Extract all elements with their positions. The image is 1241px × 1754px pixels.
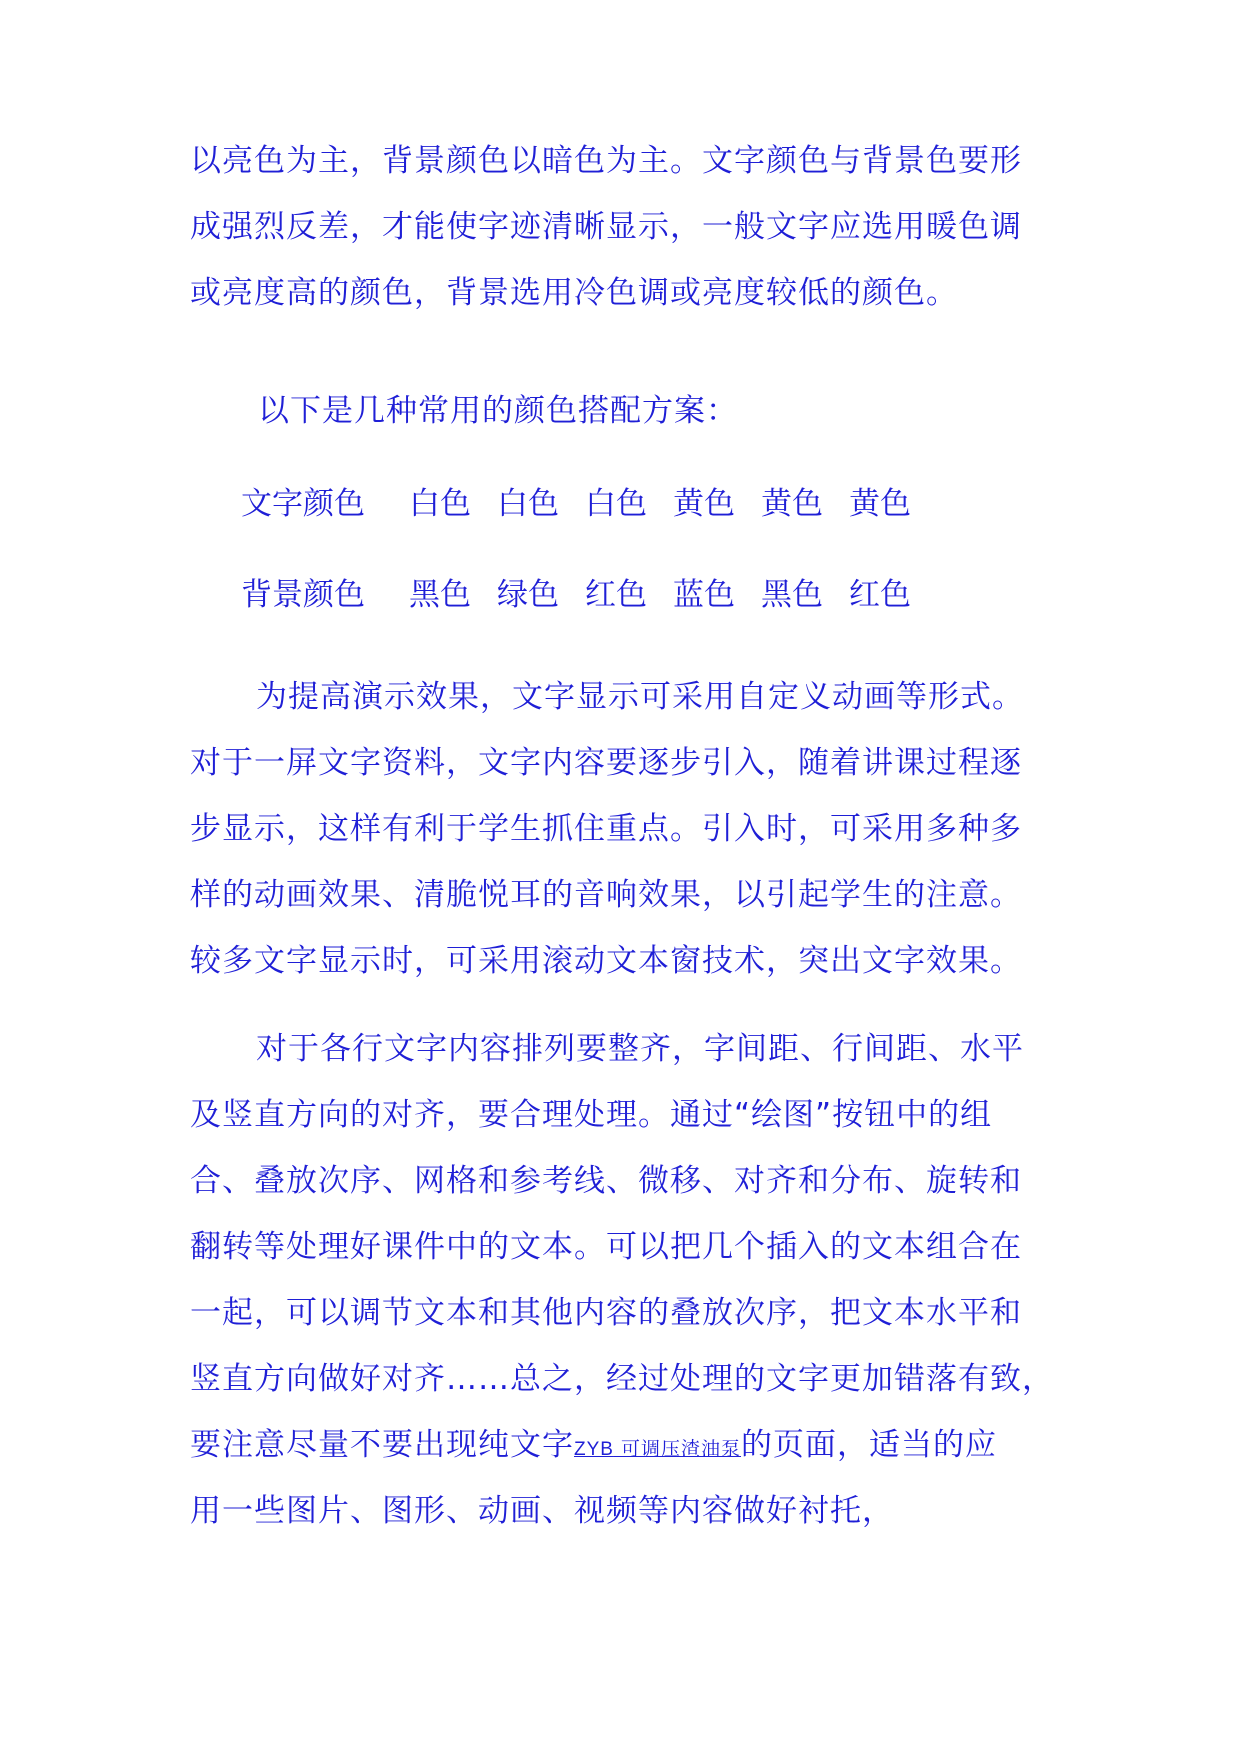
color-table-row-text <box>241 482 937 526</box>
paragraph-line <box>190 1412 1056 1478</box>
table-cell: 红色 <box>849 577 911 613</box>
table-cell: 绿色 <box>497 577 559 613</box>
paragraph-line: 用一些图片、图形、动画、视频等内容做好衬托， <box>190 1493 894 1529</box>
paragraph-line: 或亮度高的颜色，背景选用冷色调或亮度较低的颜色。 <box>190 275 958 311</box>
table-cell: 白色 <box>497 486 559 522</box>
paragraph-line: 对于一屏文字资料，文字内容要逐步引入，随着讲课过程逐 <box>190 745 1022 781</box>
table-cell: 黄色 <box>761 486 823 522</box>
paragraph-line: 以亮色为主，背景颜色以暗色为主。文字颜色与背景色要形 <box>190 143 1022 179</box>
paragraph-text: 的页面，适当的应 <box>741 1427 998 1463</box>
paragraph-line: 成强烈反差，才能使字迹清晰显示，一般文字应选用暖色调 <box>190 209 1022 245</box>
table-row-header: 背景颜色 <box>241 577 365 613</box>
paragraph-line: 较多文字显示时，可采用滚动文本窗技术，突出文字效果。 <box>190 943 1022 979</box>
paragraph-line: 步显示，这样有利于学生抓住重点。引入时，可采用多种多 <box>190 811 1022 847</box>
table-cell: 黑色 <box>409 577 471 613</box>
table-cell: 黄色 <box>673 486 735 522</box>
paragraph-line: 对于各行文字内容排列要整齐，字间距、行间距、水平 <box>256 1031 1024 1067</box>
paragraph-3 <box>190 664 1056 994</box>
table-cell: 红色 <box>585 577 647 613</box>
table-cell: 白色 <box>585 486 647 522</box>
paragraph-line: 及竖直方向的对齐，要合理处理。通过“绘图”按钮中的组 <box>190 1097 993 1133</box>
table-cell: 黑色 <box>761 577 823 613</box>
color-table-row-background <box>241 573 937 617</box>
paragraph-line: 以下是几种常用的颜色搭配方案： <box>258 393 738 429</box>
table-cell: 黄色 <box>849 486 911 522</box>
paragraph-line: 翻转等处理好课件中的文本。可以把几个插入的文本组合在 <box>190 1229 1022 1265</box>
table-cell: 蓝色 <box>673 577 735 613</box>
paragraph-line: 为提高演示效果，文字显示可采用自定义动画等形式。 <box>256 679 1024 715</box>
paragraph-line: 合、叠放次序、网格和参考线、微移、对齐和分布、旋转和 <box>190 1163 1022 1199</box>
paragraph-text: 要注意尽量不要出现纯文字 <box>190 1427 574 1463</box>
paragraph-line: 竖直方向做好对齐……总之，经过处理的文字更加错落有致， <box>190 1361 1054 1397</box>
link-text-en: ZYB <box>574 1439 614 1460</box>
table-row-header: 文字颜色 <box>241 486 365 522</box>
paragraph-2 <box>258 378 1124 444</box>
paragraph-1 <box>190 128 1056 326</box>
table-cell: 白色 <box>409 486 471 522</box>
product-link[interactable] <box>574 1438 741 1460</box>
paragraph-line: 一起，可以调节文本和其他内容的叠放次序，把文本水平和 <box>190 1295 1022 1331</box>
link-text-zh: 可调压渣油泵 <box>621 1438 742 1460</box>
paragraph-line: 样的动画效果、清脆悦耳的音响效果，以引起学生的注意。 <box>190 877 1022 913</box>
paragraph-4 <box>190 1016 1056 1544</box>
